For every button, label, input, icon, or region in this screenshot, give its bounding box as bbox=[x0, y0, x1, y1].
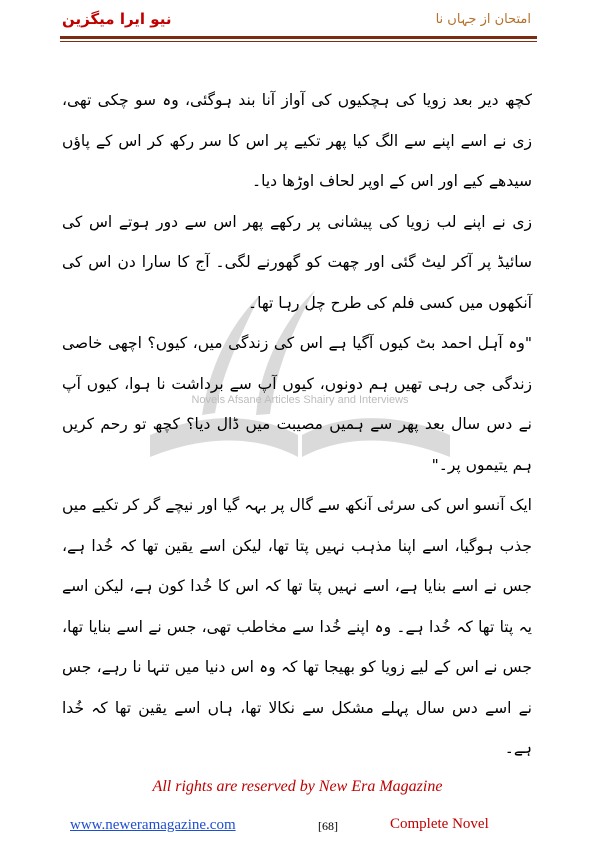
website-link[interactable]: www.neweramagazine.com bbox=[70, 817, 236, 833]
magazine-name: نیو ایرا میگزین bbox=[62, 10, 172, 28]
complete-novel-label: Complete Novel bbox=[390, 816, 489, 832]
watermark-label: Novels Afsane Articles Shairy and Interviews bbox=[191, 394, 409, 406]
paragraph: ایک آنسو اس کی سرئی آنکھ سے گال پر بہہ گیا اور نیچے گر کر تکیے میں جذب ہوگیا، اسے اپنا مذہب نہیں پتا تھا، لیکن اسے یقین تھا کہ خُدا ہے، جس نے اسے بنایا ہے، اسے نہیں پتا تھا کہ اس کا خُدا کون ہے، لیکن اسے یہ پتا تھا کہ خُدا ہے۔ وہ اپنے خُدا سے مخاطب تھی، جس نے اسے بنایا تھا، جس نے اس کے لیے زویا کو بھیجا تھا کہ وہ اس دنیا میں تنہا نا رہے، جس نے اسے دس سال پہلے مشکل سے نکالا تھا، ہاں اسے یقین تھا کہ خُدا ہے۔ bbox=[62, 496, 532, 757]
paragraph: "وہ آہل احمد بٹ کیوں آگیا ہے اس کی زندگی میں، کیوں؟ اچھی خاصی زندگی جی رہی تھیں ہم دونوں، کیوں آپ سے برداشت نا ہوا، کیوں آپ نے دس سال بعد پھر سے ہمیں مصیبت میں ڈال دیا؟ کچھ تو رحم کریں ہم یتیموں پر۔" bbox=[62, 334, 532, 474]
header-rule-thin bbox=[60, 41, 537, 42]
header-rule bbox=[60, 36, 537, 39]
paragraph: زی نے اپنے لب زویا کی پیشانی پر رکھے پھر اس سے دور ہوتے اس کی سائیڈ پر آکر لیٹ گئی اور چھت کو گھورنے لگی۔ آج کا سارا دن اس کی آنکھوں میں کسی فلم کی طرح چل رہا تھا۔ bbox=[62, 212, 532, 312]
page-number: [68] bbox=[318, 819, 338, 833]
rights-notice: All rights are reserved by New Era Magazine bbox=[152, 778, 443, 795]
novel-body bbox=[62, 80, 532, 769]
novel-title: امتحان از جہاں نا bbox=[435, 12, 531, 27]
paragraph: کچھ دیر بعد زویا کی ہچکیوں کی آواز آنا بند ہوگئی، وہ سو چکی تھی، زی نے اسے اپنے سے الگ کیا پھر تکیے پر اس کا سر رکھ کر اس کے پاؤں سیدھے کیے اور اس کے اوپر لحاف اوڑھا دیا۔ bbox=[62, 91, 532, 190]
